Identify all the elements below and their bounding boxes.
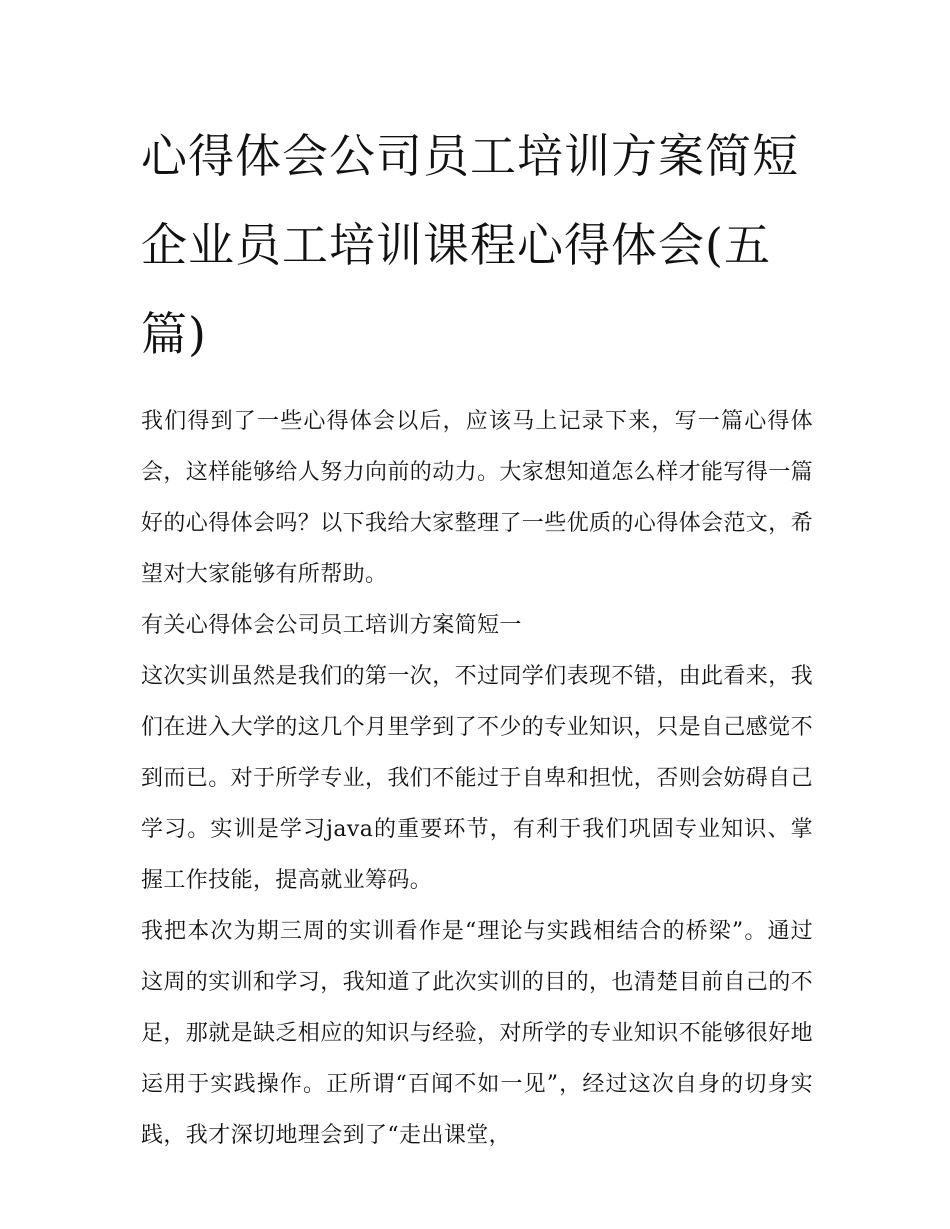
- document-title: 心得体会公司员工培训方案简短 企业员工培训课程心得体会(五篇): [141, 129, 799, 361]
- document-body: [141, 112, 813, 1161]
- section-heading: 有关心得体会公司员工培训方案简短一: [141, 613, 522, 638]
- intro-paragraph: 我们得到了一些心得体会以后，应该马上记录下来，写一篇心得体会，这样能够给人努力向前的动力。大家想知道怎么样才能写得一篇好的心得体会吗？以下我给大家整理了一些优质的心得体会范文，希望对大家能够有所帮助。: [141, 409, 814, 587]
- body-paragraph-1: 这次实训虽然是我们的第一次，不过同学们表现不错，由此看来，我们在进入大学的这几个月里学到了不少的专业知识，只是自己感觉不到而已。对于所学专业，我们不能过于自卑和担忧，否则会妨碍自己学习。实训是学习java的重要环节，有利于我们巩固专业知识、掌握工作技能，提高就业筹码。: [141, 664, 814, 893]
- body-paragraph-2: 我把本次为期三周的实训看作是“理论与实践相结合的桥梁”。通过这周的实训和学习，我知道了此次实训的目的，也清楚目前自己的不足，那就是缺乏相应的知识与经验，对所学的专业知识不能够很好地运用于实践操作。正所谓“百闻不如一见”，经过这次自身的切身实践，我才深切地理会到了“走出课堂，: [141, 919, 814, 1148]
